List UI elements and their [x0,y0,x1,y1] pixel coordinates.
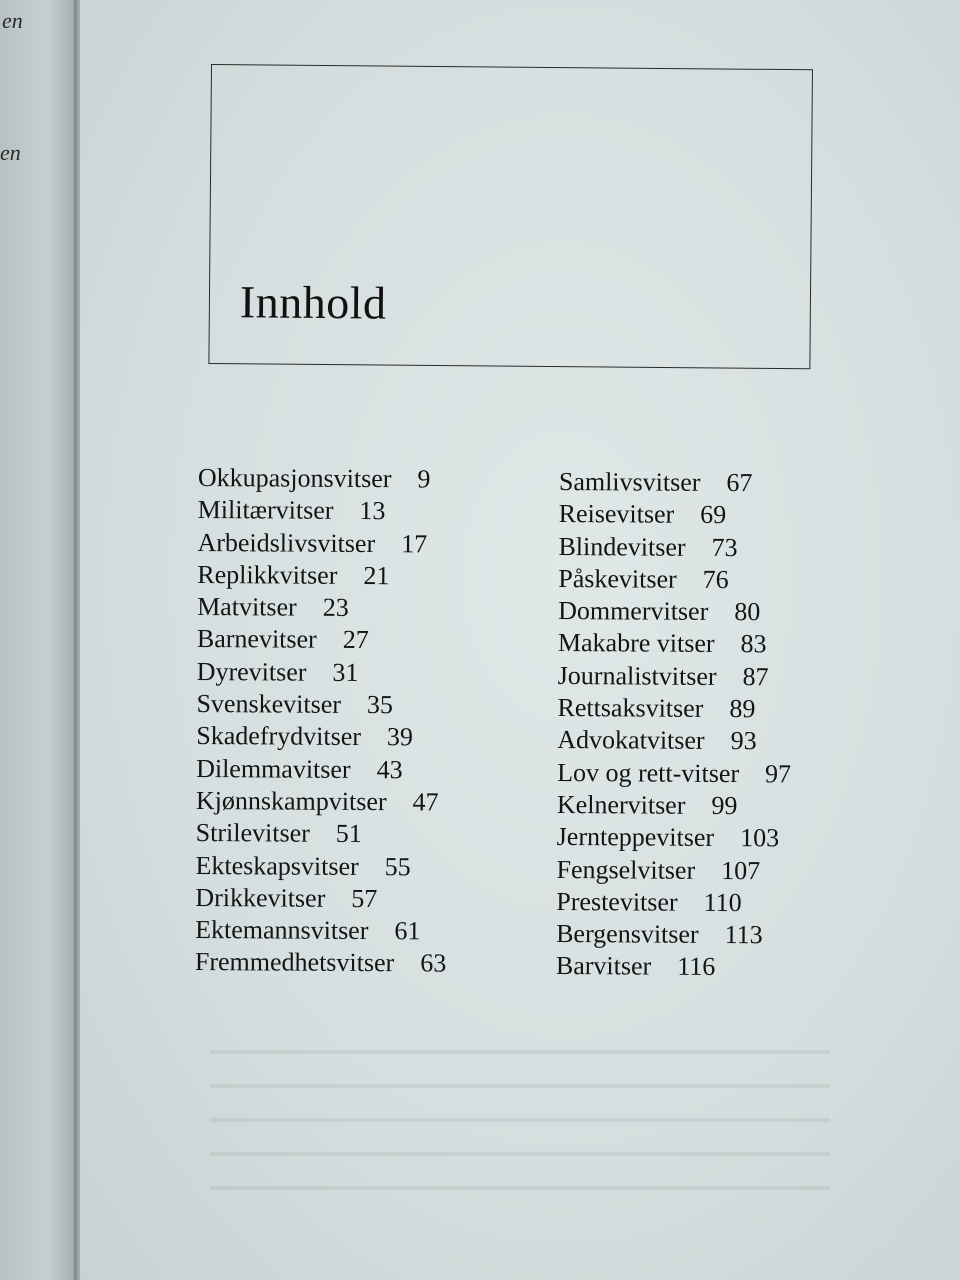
toc-entry-label: Kjønnskampvitser [195,785,387,817]
toc-entry [197,559,497,593]
toc-entry-page-number: 57 [351,883,378,913]
toc-entry [198,462,498,496]
toc-entry-page-number: 31 [332,657,359,687]
toc-entry-page-number: 17 [401,528,428,558]
toc-entry-label: Matvitser [197,592,297,622]
toc-entry-label: Okkupasjonsvitser [197,462,392,494]
toc-entry-page-number: 113 [724,920,763,950]
toc-entry [198,494,498,528]
toc-entry-page-number: 116 [677,952,716,982]
toc-entry-label: Replikkvitser [197,559,338,590]
toc-entry [195,946,495,980]
toc-entry [195,850,495,884]
toc-entry-label: Dyrevitser [196,656,307,687]
left-page-text-fragment: en [0,140,21,165]
toc-column-right [556,466,829,984]
toc-entry-page-number: 99 [711,790,738,821]
toc-entry-label: Prestevitser [556,886,678,917]
toc-entry [556,950,826,984]
toc-column-left [195,462,498,981]
toc-entry-page-number: 63 [420,948,447,978]
left-page-edge [0,0,78,1280]
toc-entry-page-number: 83 [740,629,767,659]
toc-entry-label: Barnevitser [196,624,317,655]
toc-entry-label: Lov og rett-vitser [557,757,740,788]
toc-entry-label: Ekteskapsvitser [195,850,359,881]
toc-entry-page-number: 110 [703,887,742,917]
toc-entry [557,789,827,823]
toc-entry [557,724,827,758]
toc-entry-label: Samlivsvitser [558,466,701,497]
toc-entry-label: Fremmedhetsvitser [194,947,395,978]
left-page-text-fragment: en [2,8,23,33]
toc-entry-page-number: 23 [322,592,349,623]
toc-entry-page-number: 47 [412,787,439,817]
toc-entry-page-number: 51 [335,819,362,849]
toc-entry-page-number: 80 [734,597,761,627]
toc-entry-label: Militærvitser [197,495,334,526]
toc-entry-page-number: 93 [730,726,757,756]
toc-entry [557,821,827,855]
toc-entry-label: Journalistvitser [557,660,717,691]
toc-entry [558,627,828,661]
toc-entry [558,595,828,629]
title-frame [208,64,813,369]
show-through-text [210,1050,830,1250]
toc-entry-page-number: 87 [742,661,769,692]
toc-entry-label: Svenskevitser [196,689,342,719]
toc-entry-label: Dilemmavitser [196,753,351,784]
toc-entry-page-number: 73 [711,532,738,562]
toc-entry-label: Kelnervitser [556,789,686,820]
toc-entry-page-number: 69 [700,500,727,530]
toc-entry-label: Strilevitser [195,818,310,848]
toc-entry-page-number: 27 [342,625,369,655]
toc-entry [559,498,829,532]
toc-entry [196,720,496,754]
toc-entry [558,531,828,565]
toc-entry [557,757,827,791]
toc-entry-label: Bergensvitser [556,919,699,950]
toc-entry-label: Fengselvitser [556,854,696,885]
toc-entry-page-number: 35 [366,690,394,720]
toc-entry [556,854,826,888]
toc-entry [559,466,829,500]
toc-entry [195,882,495,916]
page-title: Innhold [239,276,387,329]
toc-entry-page-number: 9 [417,464,431,494]
toc-entry-label: Advokatvitser [557,725,705,756]
toc-entry [558,660,828,694]
toc-entry [558,563,828,597]
toc-entry [556,886,826,920]
toc-entry-label: Dommervitser [558,596,709,627]
toc-entry-page-number: 13 [359,496,386,526]
toc-entry-page-number: 21 [363,560,390,591]
toc-entry [195,914,495,948]
toc-entry-label: Rettsaksvitser [557,693,704,723]
toc-entry [196,753,496,787]
toc-entry [557,692,827,726]
toc-entry-label: Ektemannsvitser [195,915,369,946]
toc-entry [197,656,497,690]
toc-entry-label: Påskevitser [558,563,677,594]
toc-entry-label: Jernteppevitser [556,822,715,853]
toc-entry-page-number: 89 [729,694,756,724]
toc-entry-label: Arbeidslivsvitser [197,527,376,558]
toc-entry-page-number: 67 [726,468,753,498]
toc-entry [197,527,497,561]
toc-entry-label: Makabre vitser [557,628,715,659]
toc-entry-label: Drikkevitser [195,882,326,913]
toc-entry [556,918,826,952]
toc-entry-page-number: 39 [386,722,414,752]
toc-entry-page-number: 103 [740,823,780,853]
toc-entry-page-number: 61 [394,916,421,946]
toc-entry-page-number: 76 [702,564,729,594]
toc-entry [197,591,497,625]
toc-entry [196,817,496,851]
toc-entry-page-number: 55 [384,851,411,881]
toc-entry-page-number: 107 [721,855,761,885]
toc-entry-page-number: 43 [376,754,403,784]
toc-entry-label: Skadefrydvitser [196,721,362,752]
toc-entry [196,785,496,819]
toc-entry [196,688,496,722]
toc-entry-page-number: 97 [764,758,792,789]
toc-entry [197,623,497,657]
toc-entry-label: Barvitser [555,951,652,982]
toc-entry-label: Reisevitser [558,499,675,530]
toc-entry-label: Blindevitser [558,531,686,562]
